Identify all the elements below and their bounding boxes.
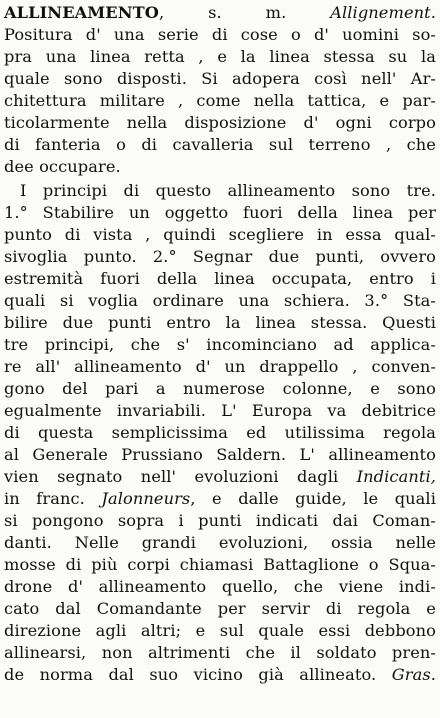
text-line: re all' allineamento d' un drappello , conven- xyxy=(4,357,436,376)
text-line: drone d' allineamento quello, che viene indi- xyxy=(4,577,436,596)
text-line: bilire due punti entro la linea stessa. Questi xyxy=(4,313,436,332)
text-line: mosse di più corpi chiamasi Battaglione o Squa- xyxy=(4,555,436,574)
text-segment: de norma dal suo vicino già allineato. xyxy=(4,665,392,684)
text-line: si pongono sopra i punti indicati dai Coman- xyxy=(4,511,436,530)
french-equivalent: Allignement. xyxy=(330,3,436,22)
source-citation: Gras. xyxy=(391,665,436,684)
text-line xyxy=(4,488,436,510)
text-line: ticolarmente nella disposizione d' ogni corpo xyxy=(4,113,436,132)
text-line: al Generale Prussiano Saldern. L' allineamento xyxy=(4,445,436,464)
text-line: sivoglia punto. 2.° Segnar due punti, ovvero xyxy=(4,247,436,266)
text-line: direzione agli altri; e sul quale essi debbono xyxy=(4,621,436,640)
text-line: di questa semplicissima ed utilissima regola xyxy=(4,423,436,442)
text-line: Positura d' una serie di cose o d' uomini so- xyxy=(4,25,436,44)
text-line: estremità fuori della linea occupata, entro i xyxy=(4,269,436,288)
text-line: tre principi, che s' incominciano ad applica- xyxy=(4,335,436,354)
text-line: dee occupare. xyxy=(4,157,121,176)
text-line: chitettura militare , come nella tattica, e par- xyxy=(4,91,436,110)
headword: ALLINEAMENTO xyxy=(4,3,159,22)
italic-term: Jalonneurs xyxy=(101,489,191,508)
italic-term: Indicanti, xyxy=(356,467,436,486)
part-of-speech: , s. m. xyxy=(159,3,287,22)
text-line: pra una linea retta , e la linea stessa su la xyxy=(4,47,436,66)
text-segment: in franc. xyxy=(4,489,102,508)
text-segment: vien segnato nell' evoluzioni dagli xyxy=(4,467,357,486)
text-line: di fanteria o di cavalleria sul terreno , che xyxy=(4,135,436,154)
text-line: 1.° Stabilire un oggetto fuori della linea per xyxy=(4,203,436,222)
text-line: cato dal Comandante per servir di regola e xyxy=(4,599,436,618)
text-line xyxy=(4,466,436,488)
text-line xyxy=(4,664,436,686)
text-line: egualmente invariabili. L' Europa va debitrice xyxy=(4,401,436,420)
text-line: danti. Nelle grandi evoluzioni, ossia nelle xyxy=(4,533,436,552)
text-line: quale sono disposti. Si adopera così nell' Ar- xyxy=(4,69,436,88)
text-line: punto di vista , quindi scegliere in essa qual- xyxy=(4,225,436,244)
text-line: allinearsi, non altrimenti che il soldato pren- xyxy=(4,643,436,662)
entry-heading-line xyxy=(4,2,436,24)
text-line: quali si voglia ordinare una schiera. 3.° Sta- xyxy=(4,291,436,310)
text-line: gono del pari a numerose colonne, e sono xyxy=(4,379,436,398)
text-segment: , e dalle guide, le quali xyxy=(190,489,436,508)
text-line: I principi di questo allineamento sono tre. xyxy=(20,181,436,200)
